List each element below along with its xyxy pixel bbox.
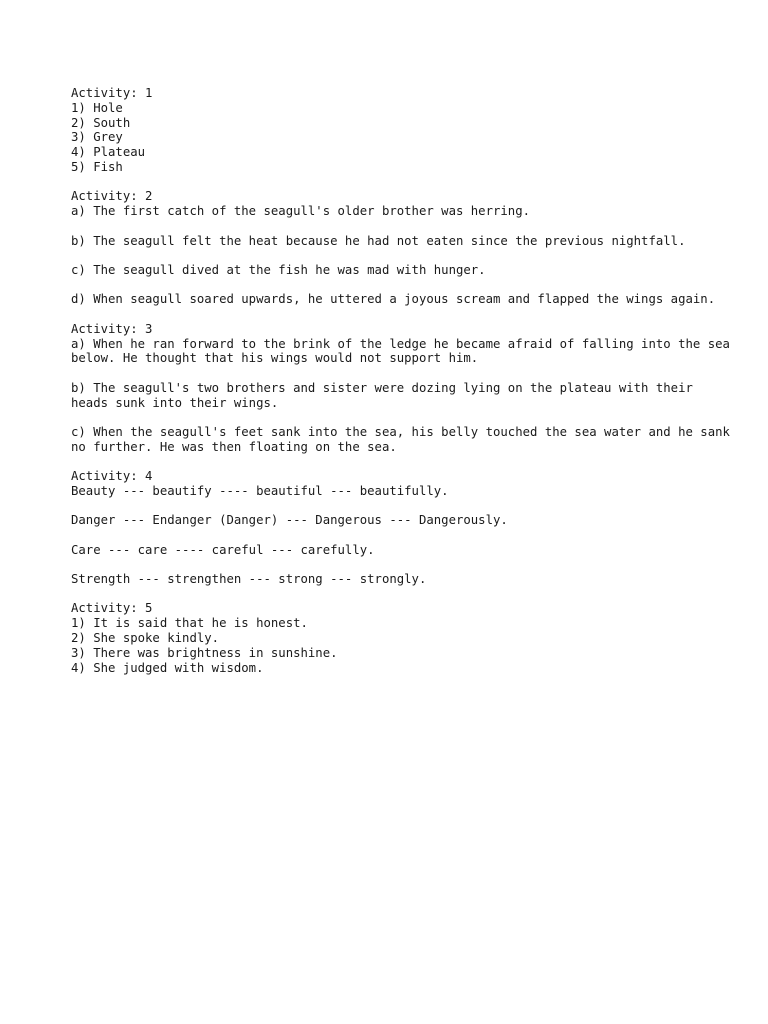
answer-item: 5) Fish <box>71 159 123 174</box>
answer-paragraph: b) The seagull's two brothers and sister were dozing lying on the plateau with their heads sunk into their wings. <box>71 380 701 410</box>
answer-paragraph: c) The seagull dived at the fish he was mad with hunger. <box>71 262 486 277</box>
activity-2 <box>71 189 731 307</box>
answer-paragraph: a) The first catch of the seagull's older brother was herring. <box>71 204 531 219</box>
word-family-line: Care --- care ---- careful --- carefully. <box>71 542 375 557</box>
answer-item: 3) Grey <box>71 130 123 145</box>
word-family-line: Danger --- Endanger (Danger) --- Dangerous --- Dangerously. <box>71 513 508 528</box>
answer-item: 2) She spoke kindly. <box>71 631 220 646</box>
answer-item: 1) Hole <box>71 100 123 115</box>
activity-title: Activity: 2 <box>71 189 153 204</box>
activity-1 <box>71 86 731 175</box>
answer-item: 1) It is said that he is honest. <box>71 616 308 631</box>
activity-5 <box>71 601 731 675</box>
activity-title: Activity: 5 <box>71 601 153 616</box>
word-family-line: Beauty --- beautify ---- beautiful --- beautifully. <box>71 483 449 498</box>
activity-title: Activity: 3 <box>71 321 153 336</box>
answer-paragraph: a) When he ran forward to the brink of the ledge he became afraid of falling into the sea below. He thought that his wings would not support him. <box>71 336 738 366</box>
word-family-line: Strength --- strengthen --- strong --- strongly. <box>71 572 427 587</box>
answer-item: 4) Plateau <box>71 145 146 160</box>
answer-paragraph: c) When the seagull's feet sank into the sea, his belly touched the sea water and he sank no further. He was then floating on the sea. <box>71 424 738 454</box>
answer-paragraph: b) The seagull felt the heat because he had not eaten since the previous nightfall. <box>71 233 686 248</box>
activity-4 <box>71 469 731 587</box>
answer-item: 4) She judged with wisdom. <box>71 660 264 675</box>
document-page <box>71 86 738 690</box>
answer-paragraph: d) When seagull soared upwards, he uttered a joyous scream and flapped the wings again. <box>71 292 716 307</box>
answer-item: 3) There was brightness in sunshine. <box>71 645 338 660</box>
activity-3 <box>71 321 738 455</box>
answer-item: 2) South <box>71 115 131 130</box>
activity-title: Activity: 4 <box>71 469 153 484</box>
activity-title: Activity: 1 <box>71 86 153 100</box>
